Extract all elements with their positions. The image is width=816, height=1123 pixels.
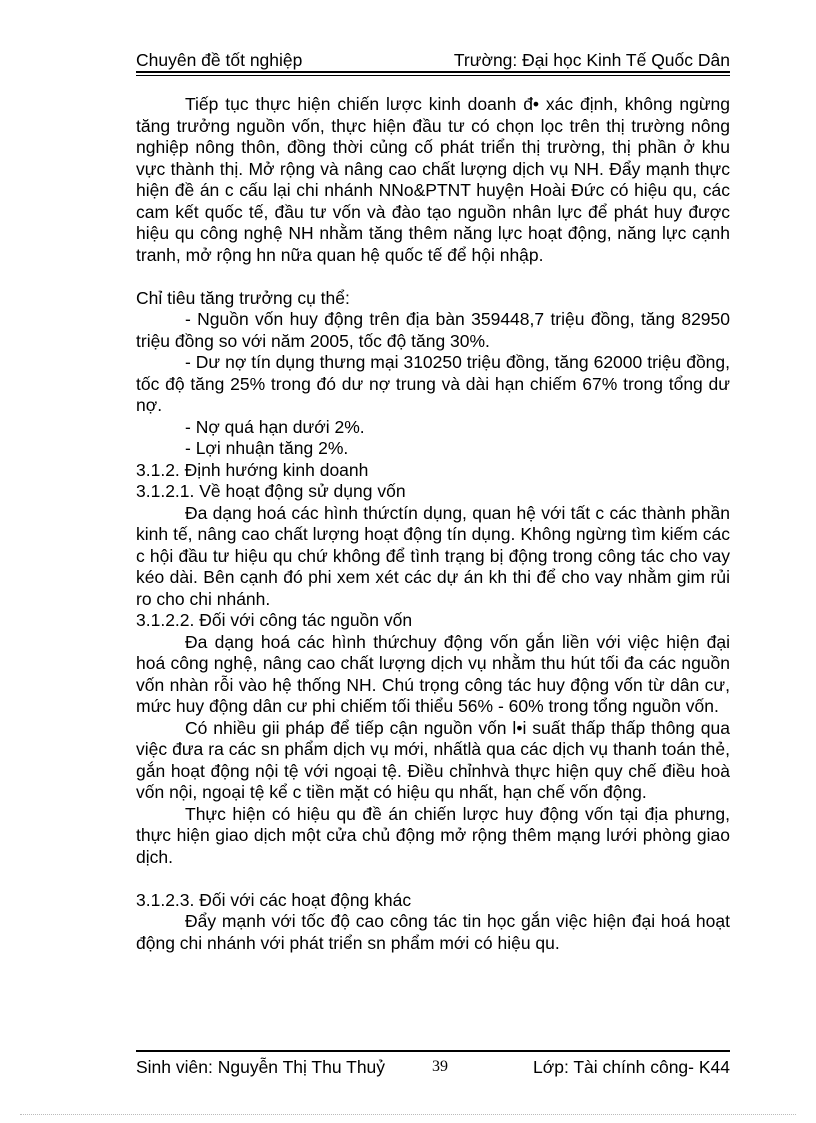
- paragraph-strategy: Tiếp tục thực hiện chiến lược kinh doanh đ• xác định, không ngừng tăng trưởng nguồn vốn, thực hiện đầu tư có chọn lọc trên thị trường nông nghiệp nông thôn, đồng thời củng cố phát triển thị trường, thị phần ở khu vực thành thị. Mở rộng và nâng cao chất lượng dịch vụ NH. Đẩy mạnh thực hiện đề án c cấu lại chi nhánh NNo&PTNT huyện Hoài Đức có hiệu qu, các cam kết quốc tế, đầu tư vốn và đào tạo nguồn nhân lực để phát huy được hiệu qu công nghệ NH nhằm tăng thêm năng lực hoạt động, năng lực cạnh tranh, mở rộng hn nữa quan hệ quốc tế để hội nhập.: [136, 94, 730, 265]
- footer-class: Lớp: Tài chính công- K44: [533, 1057, 730, 1077]
- blank-line: [136, 266, 730, 288]
- target-item: - Dư nợ tín dụng thưng mại 310250 triệu đồng, tăng 62000 triệu đồng, tốc độ tăng 25% trong đó dư nợ trung và dài hạn chiếm 67% trong tổng dư nợ.: [136, 352, 730, 415]
- paragraph-funding-1: Đa dạng hoá các hình thứchuy động vốn gắn liền với việc hiện đại hoá công nghệ, nâng cao chất lượng dịch vụ nhằm thu hút tối đa các nguồn vốn nhàn rỗi vào hệ thống NH. Chú trọng công tác huy động vốn từ dân cư, mức huy động dân cư phi chiếm tối thiểu 56% - 60% trong tổng nguồn vốn.: [136, 631, 730, 716]
- target-item: - Nguồn vốn huy động trên địa bàn 359448,7 triệu đồng, tăng 82950 triệu đồng so với năm 2005, tốc độ tăng 30%.: [136, 309, 730, 351]
- page-header: [136, 49, 730, 71]
- header-thesis-title: Chuyên đề tốt nghiệp: [136, 50, 303, 70]
- targets-title: Chỉ tiêu tăng trưởng cụ thể:: [136, 287, 350, 308]
- header-rule-thin: [136, 75, 730, 76]
- paragraph-funding-3: Thực hiện có hiệu qu đề án chiến lược huy động vốn tại địa phưng, thực hiện giao dịch một cửa chủ động mở rộng thêm mạng lưới phòng giao dịch.: [136, 803, 730, 867]
- paragraph-funding-2: Có nhiều gii pháp để tiếp cận nguồn vốn l•i suất thấp thấp thông qua việc đưa ra các sn phẩm dịch vụ mới, nhấtlà qua các dịch vụ thanh toán thẻ, gắn hoạt động nội tệ với ngoại tệ. Điều chỉnhvà thực hiện quy chế điều hoà vốn nội, ngoại tệ kể c tiền mặt có hiệu qu nhất, hạn chế vốn động.: [136, 717, 730, 802]
- target-item: - Nợ quá hạn dưới 2%.: [185, 416, 365, 437]
- section-heading-3-1-2-1: 3.1.2.1. Về hoạt động sử dụng vốn: [136, 481, 406, 501]
- header-rule: [136, 71, 730, 73]
- page-edge-dots: [20, 1114, 796, 1115]
- section-heading-3-1-2-3: 3.1.2.3. Đối với các hoạt động khác: [136, 889, 412, 910]
- section-heading-3-1-2: 3.1.2. Định hướng kinh doanh: [136, 459, 369, 480]
- target-item: - Lợi nhuận tăng 2%.: [185, 438, 349, 458]
- page-body: [136, 94, 730, 954]
- paragraph-other-activities: Đẩy mạnh với tốc độ cao công tác tin học gắn việc hiện đại hoá hoạt động chi nhánh với phát triển sn phẩm mới có hiệu qu.: [136, 911, 730, 953]
- footer-student: Sinh viên: Nguyễn Thị Thu Thuỷ: [136, 1057, 386, 1077]
- blank-line: [136, 868, 730, 890]
- page-footer: [136, 1056, 730, 1078]
- page-number: 39: [432, 1058, 448, 1075]
- footer-rule: [136, 1050, 730, 1052]
- paragraph-capital-use: Đa dạng hoá các hình thứctín dụng, quan hệ với tất c các thành phần kinh tế, nâng cao chất lượng hoạt động tín dụng. Không ngừng tìm kiếm các c hội đầu tư hiệu qu chứ không để tình trạng bị động trong công tác cho vay kéo dài. Bên cạnh đó phi xem xét các dự án kh thi để cho vay nhằm gim rủi ro cho chi nhánh.: [136, 502, 730, 609]
- section-heading-3-1-2-2: 3.1.2.2. Đối với công tác nguồn vốn: [136, 610, 413, 630]
- header-university: Trường: Đại học Kinh Tế Quốc Dân: [453, 50, 730, 70]
